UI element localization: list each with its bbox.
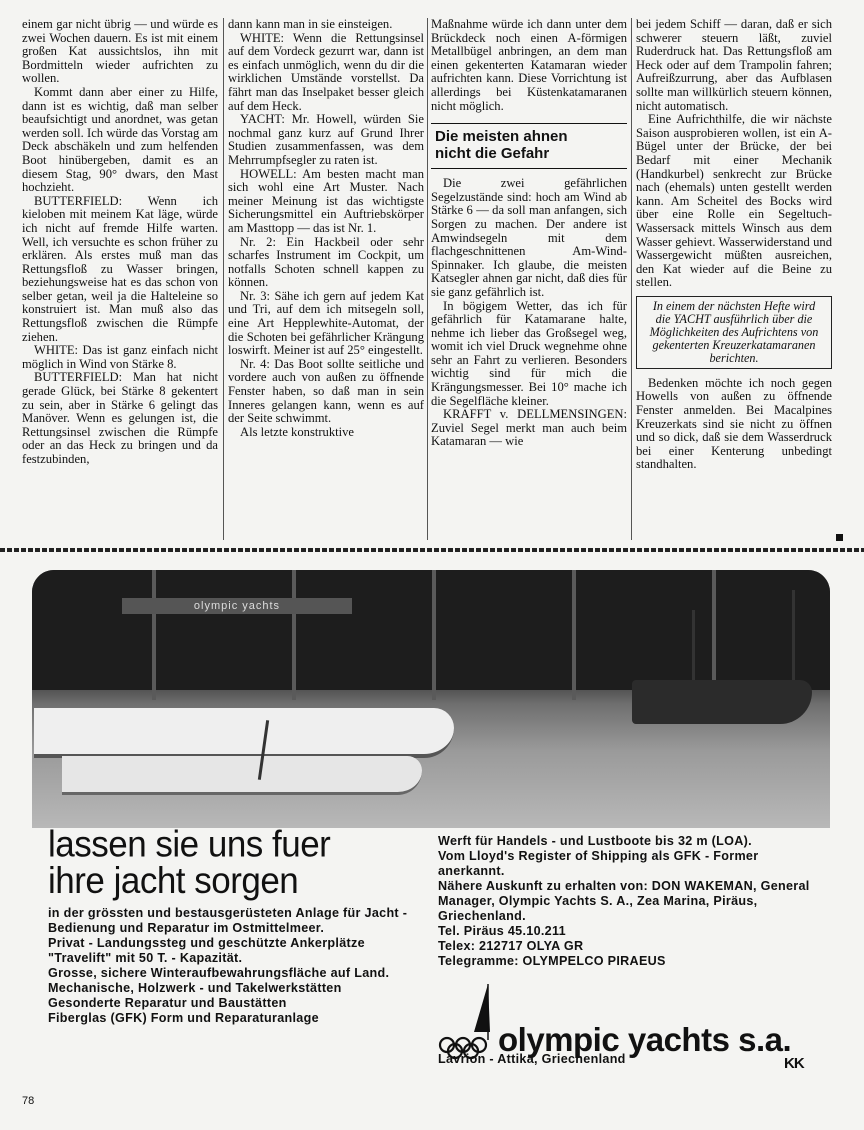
editorial-note-box: In einem der nächsten Hefte wird die YACHT ausführlich über die Möglichkeiten des Aufrichtens von gekenterten Kreuzerkatamaranen berichten. — [636, 296, 832, 369]
ad-headline-line-1: lassen sie uns fuer — [48, 823, 331, 865]
ad-info-line: Telegramme: OLYMPELCO PIRAEUS — [438, 954, 666, 968]
shipyard-photo — [32, 570, 830, 828]
ad-headline-line-2: ihre jacht sorgen — [48, 860, 299, 902]
article-paragraph: Nr. 2: Ein Hackbeil oder sehr scharfes Instrument im Cockpit, um notfalls Schoten schnell kappen zu können. — [228, 234, 424, 290]
column-rule — [223, 18, 224, 540]
article-paragraph: BUTTERFIELD: Man hat nicht gerade Glück, bei Stärke 8 gekentert zu sein, aber in Stärke 6 gelingt das Manöver. Wenn es gelungen ist, die Rettungsinsel zwischen die Rümpfe oder an das Heck zu bringen und da festzubinden, — [22, 370, 218, 466]
ad-service-line: in der grössten und bestausgerüsteten Anlage für Jacht - Bedienung und Reparatur im Ostmittelmeer. — [48, 906, 408, 935]
sail-icon — [472, 984, 498, 1040]
article-paragraph: Die zwei gefährlichen Segelzustände sind: hoch am Wind ab Stärke 6 — da soll man anfangen, sich Sorgen zu machen. Der andere ist Amwindsegeln mit dem flachgeschnittenen Am-Wind-Spinnaker. Ich glaube, die meisten Katsegler ahnen gar nicht, daß dies für sie ganz gefährlich ist. — [431, 176, 627, 299]
article-column-4 — [636, 18, 832, 540]
ad-info-line: Nähere Auskunft zu erhalten von: DON WAKEMAN, General Manager, Olympic Yachts S. A., Zea Marina, Piräus, Griechenland. — [438, 879, 810, 923]
section-heading-box — [431, 123, 627, 169]
ad-service-line: Gesonderte Reparatur und Baustätten — [48, 996, 287, 1010]
article-paragraph: YACHT: Mr. Howell, würden Sie nochmal ganz kurz auf Grund Ihrer Studien zusammenfassen, was dem Mehrrumpfsegler zu raten ist. — [228, 112, 424, 167]
article-paragraph: Eine Aufrichthilfe, die wir nächste Saison ausprobieren wollen, ist ein A-Bügel unter der Brücke, der bei Bedarf mit einer Mechanik (Handkurbel) senkrecht zur Brücke nach (ehemals) unten gestellt werden kann. Am Scheitel des Bocks wird über eine Rolle ein Segeltuch-Wassersack mittels Winsch aus dem Wasser gehievt. Wasserwiderstand und Wassergewicht müßten ausreichen, den Kat wieder auf die Beine zu stellen. — [636, 112, 832, 290]
article-paragraph: Bedenken möchte ich noch gegen Howells von außen zu öffnende Fenster anmelden. Bei Macalpines Kreuzerkats sind sie nicht zu öffnen und so dick, daß sie dem Wasserdruck bei einer Kenterung unbedingt standhalten. — [636, 375, 832, 472]
section-heading-line-1: Die meisten ahnen — [435, 128, 568, 146]
article-paragraph: WHITE: Wenn die Rettungsinsel auf dem Vordeck gezurrt war, dann ist es einfach unmöglich, wenn du dir die wirklichen Umstände vorstellst. Da fährt man das Inselpaket besser gleich auf dem Heck. — [228, 30, 424, 113]
ad-info-line: Telex: 212717 OLYA GR — [438, 939, 584, 953]
column-3-top-text — [431, 18, 627, 113]
article-paragraph: bei jedem Schiff — daran, daß er sich schwerer steuern läßt, zuviel Ruderdruck hat. Das Rettungsfloß am Heck oder auf dem Trampolin fahren; Aufreißzurrung, aber das Aufblasen sollte man willkürlich steuern können, nicht automatisch. — [636, 18, 832, 113]
company-logo — [438, 982, 838, 1062]
ad-service-line: Grosse, sichere Winteraufbewahrungsfläche auf Land. Mechanische, Holzwerk - und Takelwerkstätten — [48, 966, 390, 995]
ad-info-line: Tel. Piräus 45.10.211 — [438, 924, 566, 938]
column-4-bottom-text — [636, 377, 832, 472]
ad-info-line: Vom Lloyd's Register of Shipping als GFK - Former anerkannt. — [438, 849, 759, 878]
ad-headline — [48, 823, 428, 902]
white-yacht-hull — [34, 708, 454, 758]
article-column-3 — [431, 18, 627, 540]
section-heading-line-2: nicht die Gefahr — [435, 145, 550, 163]
article-paragraph: In bögigem Wetter, das ich für gefährlich für Katamarane halte, nehme ich lieber das Großsegel weg, womit ich viel Druck wegnehme ohne sehr an Fahrt zu verlieren. Besonders wichtig sind für mich die Krängungsmesser. Bei 10° mache ich die Segelfläche kleiner. — [431, 298, 627, 408]
advertisement — [0, 556, 864, 1096]
column-rule — [427, 18, 428, 540]
article-column-2 — [228, 18, 424, 540]
article-paragraph: einem gar nicht übrig — und würde es zwei Wochen dauern. Es ist mit einem großen Kat aussichtslos, ihn mit Bordmitteln wieder aufrichten zu wollen. — [22, 18, 218, 86]
column-rule — [631, 18, 632, 540]
article-paragraph: Als letzte konstruktive — [240, 424, 355, 439]
article-paragraph: Nr. 3: Sähe ich gern auf jedem Kat und Tri, auf dem ich mitsegeln soll, eine Art Hepplewhite-Automat, der die Schoten bei gefährlicher Krängung loswirft. Meiner ist auf 25° eingestellt. — [228, 288, 424, 358]
ad-service-line: Privat - Landungssteg und geschützte Ankerplätze "Travelift" mit 50 T. - Kapazität. — [48, 936, 365, 965]
article-paragraph: Nr. 4: Das Boot sollte seitliche und vordere auch von außen zu öffnende Fenster haben, so daß man in sein Inneres gelangen kann, wenn es auf der Seite schwimmt. — [228, 356, 424, 426]
ad-service-line: Fiberglas (GFK) Form und Reparaturanlage — [48, 1011, 319, 1025]
article-paragraph: HOWELL: Am besten macht man sich wohl eine Art Muster. Nach meiner Meinung ist das wichtigste Sicherungsmittel ein Auftriebskörper am Masttopp — das ist Nr. 1. — [228, 166, 424, 235]
dark-yacht-hull — [632, 680, 812, 724]
ad-services-list — [48, 906, 420, 1026]
article-column-1 — [22, 18, 218, 540]
article-paragraph: dann kann man in sie einsteigen. — [228, 18, 393, 31]
article-paragraph: Maßnahme würde ich dann unter dem Brückdeck noch einen A-förmigen Metallbügel anbringen, an dem man einen gekenterten Katamaran wieder aufrichten kann. Diese Vorrichtung ist allerdings bei Küstenkatamaranen nicht möglich. — [431, 18, 627, 113]
ad-contact-info — [438, 834, 810, 969]
article-paragraph: WHITE: Das ist ganz einfach nicht möglich in Wind von Stärke 8. — [22, 343, 218, 371]
column-4-top-text — [636, 18, 832, 290]
agency-mark: KK — [784, 1055, 804, 1072]
article-paragraph: Kommt dann aber einer zu Hilfe, dann ist es wichtig, daß man selber beaufsichtigt und anordnet, was getan werden soll. Ich würde das Vorstag am Deck abschäkeln und zum helfenden Boot hinübergeben, damit es an diesem Stag, 90° dwars, den Mast hochzieht. — [22, 84, 218, 195]
page-number: 78 — [22, 1095, 35, 1107]
ad-info-line: Werft für Handels - und Lustboote bis 32 m (LOA). — [438, 834, 752, 848]
company-location: Lavrion - Attika, Griechenland — [438, 1052, 626, 1066]
end-of-article-mark — [836, 534, 843, 541]
column-3-bottom-text — [431, 177, 627, 449]
company-name-logo: olympic yachts s.a. — [498, 1021, 792, 1058]
article-paragraph: KRAFFT v. DELLMENSINGEN: Zuviel Segel merkt man auch beim Katamaran — wie — [431, 407, 627, 449]
shed-sign: olympic yachts — [122, 598, 352, 614]
section-divider — [0, 548, 864, 552]
article-paragraph: BUTTERFIELD: Wenn ich kieloben mit meinem Kat läge, würde ich nicht auf fremde Hilfe warten. Well, ich versuchte es schon früher zu erklären. Als erstes muß man das Rettungsfloß zu Wasser bringen, beziehungsweise hat es das schon von selber getan, weil ja die Halteleine so konstruiert ist. Man muß also das Rettungsfloß zwischen die Rümpfe ziehen. — [22, 193, 218, 344]
white-yacht-hull — [62, 756, 422, 795]
